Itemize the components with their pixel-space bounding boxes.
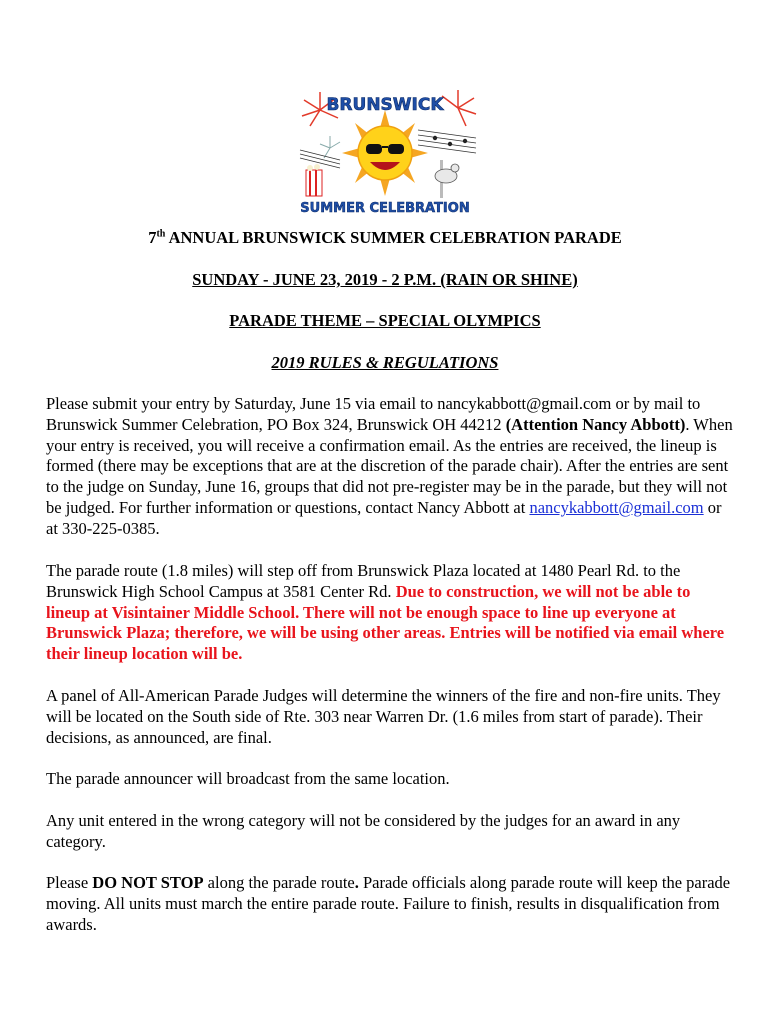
- sun-icon: [358, 126, 412, 180]
- period-text: .: [354, 873, 359, 892]
- submission-paragraph: [46, 394, 736, 540]
- submission-text-cont: . When your entry is received, you will receive a confirmation email. As the entries are received, the lineup is formed (there may be exceptions that are at the discretion of the parade chair). After the entries are sent to the judge on Sunday, June 16, groups that did not pre-register may be in the parade, but they will not be judged. For further information or questions, contact Nancy Abbott at: [46, 414, 733, 517]
- title-ordinal-number: 7: [148, 228, 157, 247]
- date-line: SUNDAY - JUNE 23, 2019 - 2 P.M. (RAIN OR SHINE): [192, 270, 578, 289]
- submission-text: Please submit your entry by Saturday, June 15 via email to nancykabbott@gmail.com or by mail to Brunswick Summer Celebration, PO Box 324, Brunswick OH 44212: [46, 394, 701, 434]
- brunswick-summer-celebration-logo: [290, 88, 480, 218]
- fireworks-right: [442, 90, 476, 126]
- judges-paragraph: A panel of All-American Parade Judges will determine the winners of the fire and non-fire units. They will be located on the South side of Rte. 303 near Warren Dr. (1.6 miles from start of parade). Their decisions, as announced, are final.: [46, 686, 721, 747]
- fireworks-small: [320, 136, 340, 158]
- route-instruction-text: along the parade route: [203, 873, 355, 892]
- title-ordinal-suffix: th: [156, 228, 166, 240]
- please-text: Please: [46, 873, 93, 892]
- construction-notice: Due to construction, we will not be able to lineup at Visintainer Middle School. There will not be enough space to line up everyone at Brunswick Plaza; therefore, we will be using other areas. Entries will be notified via email where their lineup location will be.: [46, 581, 725, 664]
- popcorn-icon: [306, 164, 322, 196]
- attention-text: (Attention Nancy Abbott): [505, 414, 686, 434]
- route-text: The parade route (1.8 miles) will step off from Brunswick Plaza located at 1480 Pearl Rd. to the Brunswick High School Campus at 3581 Center Rd.: [46, 561, 681, 601]
- theme-line: PARADE THEME – SPECIAL OLYMPICS: [229, 311, 541, 330]
- category-paragraph: Any unit entered in the wrong category will not be considered by the judges for an award in any category.: [46, 811, 681, 851]
- rules-heading: 2019 RULES & REGULATIONS: [271, 353, 499, 372]
- music-staff: [418, 130, 476, 153]
- route-paragraph: [46, 561, 736, 665]
- document-title: [0, 228, 770, 248]
- do-not-stop-paragraph: [46, 873, 736, 935]
- carousel-horse-icon: [435, 160, 459, 198]
- officials-text: Parade officials along parade route will keep the parade moving. All units must march the entire parade route. Failure to finish, results in disqualification from awards.: [46, 873, 731, 934]
- do-not-stop-text: DO NOT STOP: [92, 873, 204, 892]
- logo-top-text: BRUNSWICK: [326, 95, 444, 115]
- title-text: ANNUAL BRUNSWICK SUMMER CELEBRATION PARADE: [165, 228, 622, 247]
- logo-bottom-text: SUMMER CELEBRATION: [300, 201, 470, 216]
- email-link[interactable]: nancykabbott@gmail.com: [529, 497, 704, 517]
- announcer-paragraph: The parade announcer will broadcast from the same location.: [46, 769, 450, 788]
- music-staff-left: [300, 150, 340, 168]
- phone-text: or at 330-225-0385.: [46, 497, 722, 538]
